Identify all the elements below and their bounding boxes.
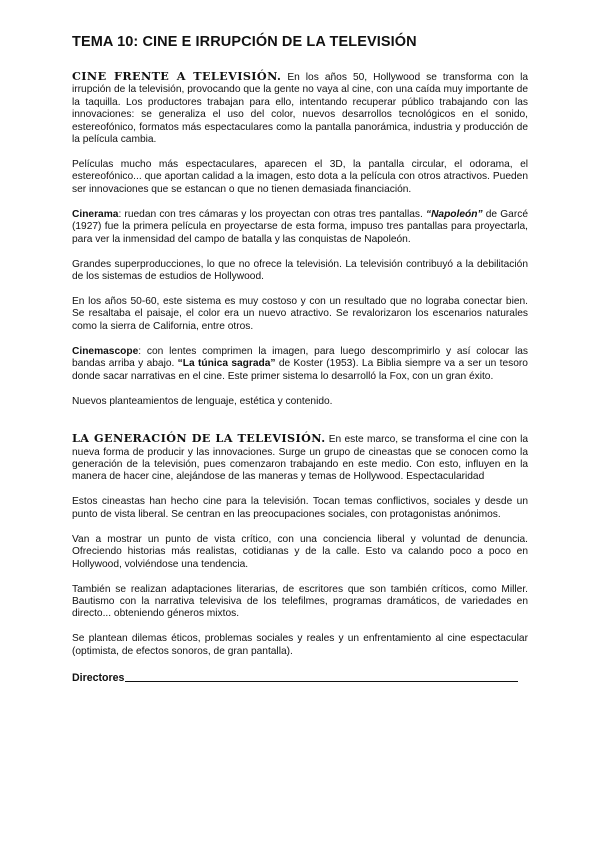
paragraph-cine-frente-television [72,70,528,146]
paragraph-cinemascope [72,346,528,383]
paragraph: Nuevos planteamientos de lenguaje, estética y contenido. [72,395,333,407]
paragraph: También se realizan adaptaciones literarias, de escritores que son también críticos, como Miller. Bautismo con la narrativa televisiva de los telefilmes, programas dramáticos, de variedades en directo... obteniendo géneros mixtos. [72,583,528,620]
paragraph-text: de Garcé (1927) fue la primera película en proyectarse de esta forma, impuso tres pantallas para proyectarla, para ver la inmensidad del campo de batalla y las conquistas de Napoleón. [72,208,528,245]
paragraph-text: : con lentes comprimen la imagen, para luego descomprimirlo y así colocar las bandas arriba y abajo. [72,345,528,370]
paragraph-text: En este marco, se transforma el cine con la nueva forma de producir y las innovaciones. Surge un grupo de cineastas que se conocen como la generación de la televisión, pues comenzaron trabajando en este medio. Con esto, influyen en la manera de hacer cine, alejándose de las maneras y temas de Hollywood. Espectacularidad [72,434,529,483]
directores-heading [72,672,528,684]
section-heading: CINE FRENTE A TELEVISIÓN. [72,69,282,83]
paragraph: Van a mostrar un punto de vista crítico, con una conciencia liberal y voluntad de denuncia. Ofreciendo historias más realistas, cotidianas y de la calle. Esto va calando poco a poco en Hollywood, volviéndose una tendencia. [72,533,528,570]
page-title: TEMA 10: CINE E IRRUPCIÓN DE LA TELEVISIÓN [72,34,417,50]
underline-rule [125,681,518,682]
section-heading: LA GENERACIÓN DE LA TELEVISIÓN. [72,431,326,446]
paragraph: Estos cineastas han hecho cine para la televisión. Tocan temas conflictivos, sociales y desde un punto de vista liberal. Se centran en las preocupaciones sociales, con protagonistas anónimos. [72,496,528,520]
paragraph: Se plantean dilemas éticos, problemas sociales y reales y un enfrentamiento al cine espectacular (optimista, de efectos sonoros, de gran pantalla). [72,633,528,657]
paragraph: Grandes superproducciones, lo que no ofrece la televisión. La televisión contribuyó a la debilitación de los sistemas de estudios de Hollywood. [72,258,528,283]
term-cinerama: Cinerama [72,208,119,220]
paragraph: En los años 50-60, este sistema es muy costoso y con un resultado que no lograba conectar bien. Se resaltaba el paisaje, el color era un nuevo atractivo. Se revalorizaron los escenarios naturales como la sierra de California, entre otros. [72,296,528,332]
paragraph-text: de Koster (1953). La Biblia siempre va a ser un tesoro donde sacar narrativas en el cine. Este primer sistema lo desarrolló la Fox, con un gran éxito. [72,358,528,382]
paragraph-text: En los años 50, Hollywood se transforma con la irrupción de la televisión, provocando que la gente no vaya al cine, con una caída muy importante de la taquilla. Los productores trabajan para ello, intentando recuperar público trabajando con las innovaciones: se generaliza el uso del color, nuevos desarrollos tecnológicos en el sonido, estereofónico, formatos más espectaculares como la pantalla panorámica, industria y producción de la película cambia. [72,72,528,146]
paragraph-cinerama [72,209,528,246]
paragraph-generacion-television [72,432,528,484]
directores-label: Directores [72,672,125,685]
term-cinemascope: Cinemascope [72,345,139,357]
film-title: “Napoleón” [425,208,483,220]
paragraph-text: : ruedan con tres cámaras y los proyectan con otras tres pantallas. [118,208,426,220]
film-title: “La túnica sagrada” [177,358,276,370]
document-body [72,70,528,685]
paragraph: Películas mucho más espectaculares, aparecen el 3D, la pantalla circular, el odorama, el estereofónico... que aportan calidad a la imagen, esto dota a la película con otros atractivos. Pueden ser innovaciones que se estancan o que no tienen demasiada financiación. [72,159,528,195]
